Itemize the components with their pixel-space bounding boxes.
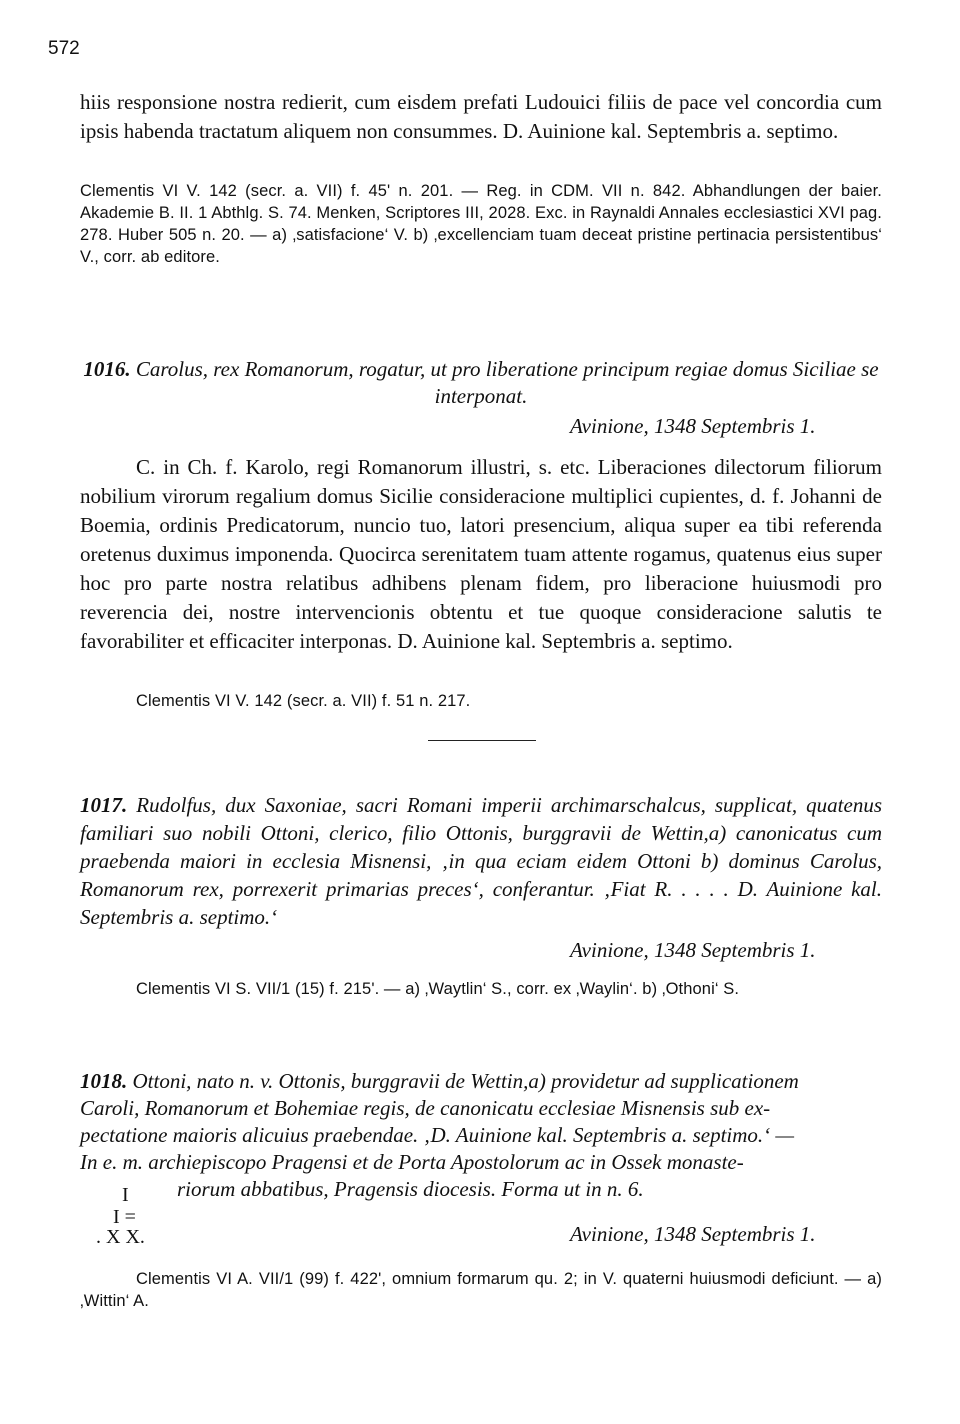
mark-bottom: . X X.	[96, 1226, 145, 1248]
entry-1016-body: C. in Ch. f. Karolo, regi Romanorum illustri, s. etc. Liberaciones dilectorum filiorum nobilium virorum regalium domus Sicilie consideracione multiplici cupientes, d. f. Johanni de Boemia, ordinis Predicatorum, nuncio tuo, latori presencium, aliqua super ea tibi referenda oretenus duximus imponenda. Quocirca serenitatem tuam attente rogamus, quatenus eius super hoc pro parte nostra relatibus adhibens plenam fidem, pro liberacione huiusmodi pro reverencia dei, nostre intervencionis obtentu et tue quoque consideracione salutis te favorabiliter et efficaciter interponas. D. Auinione kal. Septembris a. septimo.	[80, 455, 882, 653]
entry-1017-number: 1017.	[80, 793, 128, 817]
intro-footnote: Clementis VI V. 142 (secr. a. VII) f. 45' n. 201. — Reg. in CDM. VII n. 842. Abhandlungen der baier. Akademie B. II. 1 Abthlg. S. 74. Menken, Scriptores III, 2028. Exc. in Raynaldi Annales ecclesiastici XVI pag. 278. Huber 505 n. 20. — a) ‚satisfacione‘ V. b) ‚excellenciam tuam deceat pristine pertinacia persistentibus‘ V., corr. ab editore.	[80, 182, 882, 266]
mark-top: I	[122, 1184, 129, 1206]
entry-1018-line-1	[80, 1068, 882, 1095]
entry-1018-date: Avinione, 1348 Septembris 1.	[570, 1222, 816, 1246]
entry-1017-date: Avinione, 1348 Septembris 1.	[570, 938, 816, 962]
entry-1018-heading	[80, 1068, 882, 1206]
entry-1018-number: 1018.	[80, 1069, 128, 1093]
entry-1017-summary: Rudolfus, dux Saxoniae, sacri Romani imperii archimarschalcus, supplicat, quatenus familiari suo nobili Ottoni, clerico, filio Ottonis, burggravii de Wettin,a) canonicatus cum praebenda maiori in ecclesia Misnensi, ‚in qua eciam eidem Ottoni b) dominus Carolus, Romanorum rex, porrexerit primarias preces‘, conferantur. ‚Fiat R. . . . . D. Auinione kal. Septembris a. septimo.‘	[80, 793, 882, 929]
section-divider	[428, 740, 536, 741]
entry-1018-line-3: pectatione maioris alicuius praebendae. ‚D. Auinione kal. Septembris a. septimo.‘ —	[80, 1123, 795, 1147]
entry-1016-summary: Carolus, rex Romanorum, rogatur, ut pro liberatione principum regiae domus Siciliae se interponat.	[135, 357, 879, 408]
entry-1018-line-4: In e. m. archiepiscopo Pragensi et de Porta Apostolorum ac in Ossek monaste-	[80, 1150, 744, 1174]
entry-1018-footnote: Clementis VI A. VII/1 (99) f. 422', omnium formarum qu. 2; in V. quaterni huiusmodi deficiunt. — a) ‚Wittin‘ A.	[80, 1270, 882, 1310]
entry-1017-footnote: Clementis VI S. VII/1 (15) f. 215'. — a) ‚Waytlin‘ S., corr. ex ‚Waylin‘. b) ‚Othoni‘ S.	[136, 980, 740, 998]
entry-1018-summary-line-1: Ottoni, nato n. v. Ottonis, burggravii de Wettin,a) providetur ad supplicationem	[132, 1069, 799, 1093]
entry-1017-heading	[80, 791, 882, 931]
entry-1018-line-5: riorum abbatibus, Pragensis diocesis. Forma ut in n. 6.	[177, 1177, 644, 1201]
entry-1016-footnote: Clementis VI V. 142 (secr. a. VII) f. 51 n. 217.	[136, 692, 471, 710]
intro-paragraph: hiis responsione nostra redierit, cum eisdem prefati Ludouici filiis de pace vel concordia cum ipsis habenda tractatum aliquem non consummes. D. Auinione kal. Septembris a. septimo.	[80, 90, 882, 143]
mark-middle: I =	[113, 1206, 136, 1228]
entry-1016-number: 1016.	[83, 357, 131, 381]
entry-1016-date: Avinione, 1348 Septembris 1.	[570, 414, 816, 438]
entry-1016-heading	[80, 356, 882, 410]
page-number: 572	[48, 38, 80, 59]
entry-1018-line-2: Caroli, Romanorum et Bohemiae regis, de canonicatu ecclesiae Misnensis sub ex-	[80, 1096, 771, 1120]
